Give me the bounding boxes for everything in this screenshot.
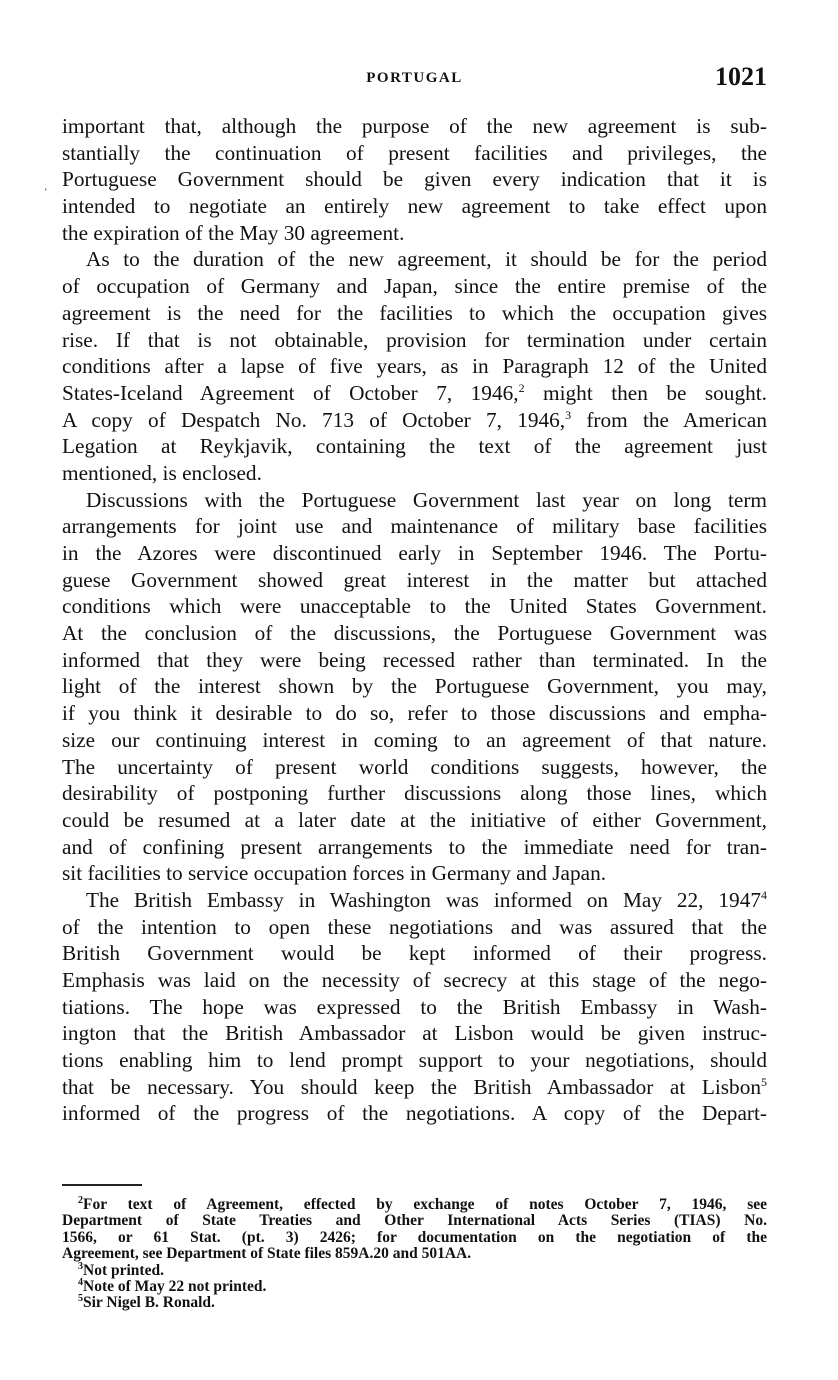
text-line-content: desirability of postponing further discussions along those lines, which	[62, 781, 767, 806]
text-line	[62, 1047, 767, 1074]
text-line-content: Emphasis was laid on the necessity of secrecy at this stage of the nego-	[62, 968, 767, 992]
text-line	[62, 166, 767, 193]
text-line-content: informed that they were being recessed rather than terminated. In the	[62, 647, 767, 672]
footnote-line	[62, 1295, 767, 1311]
text-line	[62, 700, 767, 727]
text-line-content: British Government would be kept informed of their progress.	[62, 941, 767, 966]
footnote-line	[62, 1246, 767, 1262]
text-line-content: arrangements for joint use and maintenance of military base facilities	[62, 514, 767, 539]
text-line-content: conditions after a lapse of five years, as in Paragraph 12 of the United	[62, 354, 767, 379]
footnote-text: Not printed.	[83, 1261, 164, 1279]
text-line-content: The uncertainty of present world conditions suggests, however, the	[62, 754, 767, 779]
text-line-content: tiations. The hope was expressed to the British Embassy in Wash-	[62, 994, 767, 1019]
text-line-content: size our continuing interest in coming to an agreement of that nature.	[62, 727, 767, 752]
text-line-content: the expiration of the May 30 agreement.	[62, 220, 405, 245]
text-line-content: ington that the British Ambassador at Lisbon would be given instruc-	[62, 1021, 767, 1046]
footnote-line	[62, 1194, 767, 1213]
text-line-continuation: might then be sought.	[524, 380, 767, 405]
text-line	[62, 380, 767, 407]
footnote-marker: 5	[761, 1074, 767, 1089]
text-line-content: Portuguese Government should be given every indication that it is	[62, 167, 767, 192]
text-line-content: of the intention to open these negotiations and was assured that the	[62, 914, 767, 939]
text-line-content: of occupation of Germany and Japan, since the entire premise of the	[62, 274, 767, 299]
footnote-number: 3	[78, 1260, 83, 1272]
text-line	[62, 327, 767, 354]
text-line-content: A copy of Despatch No. 713 of October 7, 1946,	[62, 407, 566, 432]
footnote-number: 4	[78, 1276, 83, 1288]
text-line	[62, 780, 767, 807]
text-line	[62, 620, 767, 647]
text-line-content: light of the interest shown by the Portuguese Government, you may,	[62, 674, 767, 699]
text-line	[62, 1020, 767, 1047]
text-line-content: intended to negotiate an entirely new agreement to take effect upon	[62, 194, 767, 219]
footnote-line	[62, 1213, 767, 1229]
text-line-content: States-Iceland Agreement of October 7, 1946,	[62, 380, 519, 405]
text-line	[62, 513, 767, 540]
text-line	[62, 193, 767, 220]
text-line-content: conditions which were unacceptable to the United States Government.	[62, 594, 767, 619]
footnote-number: 2	[78, 1194, 83, 1206]
text-line	[62, 433, 767, 460]
text-line	[62, 994, 767, 1021]
text-line-continuation: from the American	[571, 407, 767, 432]
text-line	[62, 887, 767, 914]
text-line-content: guese Government showed great interest in the matter but attached	[62, 567, 767, 592]
text-line-content: could be resumed at a later date at the initiative of either Government,	[62, 807, 767, 832]
footnote-text: 1566, or 61 Stat. (pt. 3) 2426; for documentation on the negotiation of the	[62, 1228, 767, 1246]
text-line-content: Legation at Reykjavik, containing the text of the agreement just	[62, 434, 767, 459]
footnotes	[62, 1194, 767, 1312]
text-line-content: mentioned, is enclosed.	[62, 460, 262, 485]
text-line-content: in the Azores were discontinued early in September 1946. The Portu-	[62, 541, 767, 565]
text-line	[62, 754, 767, 781]
text-line	[62, 860, 767, 887]
footnote-rule	[62, 1184, 142, 1186]
text-line	[62, 967, 767, 994]
text-line-content: sit facilities to service occupation forces in Germany and Japan.	[62, 861, 607, 886]
text-line-content: informed of the progress of the negotiations. A copy of the Depart-	[62, 1101, 767, 1126]
text-line	[62, 407, 767, 434]
text-line-content: tions enabling him to lend prompt support to your negotiations, should	[62, 1048, 767, 1073]
text-line-content: if you think it desirable to do so, refer to those discussions and empha-	[62, 701, 767, 726]
text-line	[62, 940, 767, 967]
footnote-line	[62, 1276, 767, 1296]
running-title: PORTUGAL	[366, 70, 463, 86]
footnote-number: 5	[78, 1293, 83, 1305]
text-line	[62, 353, 767, 380]
footnote-line	[62, 1260, 767, 1279]
footnote-text: Agreement, see Department of State files 859A.20 and 501AA.	[62, 1245, 472, 1263]
body-text	[62, 113, 767, 1127]
text-line-content: rise. If that is not obtainable, provision for termination under certain	[62, 327, 767, 352]
footnote-text: Department of State Treaties and Other International Acts Series (TIAS) No.	[62, 1212, 767, 1230]
text-line	[62, 1100, 767, 1127]
text-line	[62, 673, 767, 700]
text-line-content: important that, although the purpose of the new agreement is sub-	[62, 114, 767, 138]
text-line	[62, 246, 767, 273]
text-line-content: stantially the continuation of present facilities and privileges, the	[62, 140, 767, 165]
footnote-marker: 3	[565, 407, 572, 422]
text-line	[62, 300, 767, 327]
text-line	[62, 807, 767, 834]
text-line	[62, 1074, 767, 1101]
text-line-content: Discussions with the Portuguese Government last year on long term	[86, 487, 767, 512]
text-line-content: agreement is the need for the facilities to which the occupation gives	[62, 300, 767, 325]
text-line	[62, 220, 767, 247]
margin-mark: ‘	[44, 186, 48, 198]
footnote-marker: 2	[518, 380, 525, 395]
text-line-content: that be necessary. You should keep the British Ambassador at Lisbon	[62, 1074, 761, 1099]
text-line	[62, 113, 767, 140]
text-line-content: At the conclusion of the discussions, the Portuguese Government was	[62, 621, 767, 646]
text-line-content: The British Embassy in Washington was informed on May 22, 1947	[86, 887, 761, 912]
text-line	[62, 647, 767, 674]
text-line	[62, 914, 767, 941]
text-line-content: As to the duration of the new agreement, it should be for the period	[86, 247, 767, 272]
text-line	[62, 834, 767, 861]
text-line-content: and of confining present arrangements to the immediate need for tran-	[62, 834, 767, 859]
text-line	[62, 140, 767, 167]
text-line	[62, 487, 767, 514]
footnote-text: Sir Nigel B. Ronald.	[83, 1294, 215, 1312]
footnote-text: Note of May 22 not printed.	[83, 1278, 267, 1296]
text-line	[62, 460, 767, 487]
footnote-line	[62, 1230, 767, 1246]
running-head	[62, 62, 767, 96]
text-line	[62, 273, 767, 300]
text-line	[62, 567, 767, 594]
footnote-marker: 4	[761, 887, 767, 902]
text-line	[62, 593, 767, 620]
text-line	[62, 540, 767, 567]
footnote-text: For text of Agreement, effected by exchange of notes October 7, 1946, see	[83, 1196, 767, 1213]
text-line	[62, 727, 767, 754]
page-number: 1021	[715, 62, 767, 91]
